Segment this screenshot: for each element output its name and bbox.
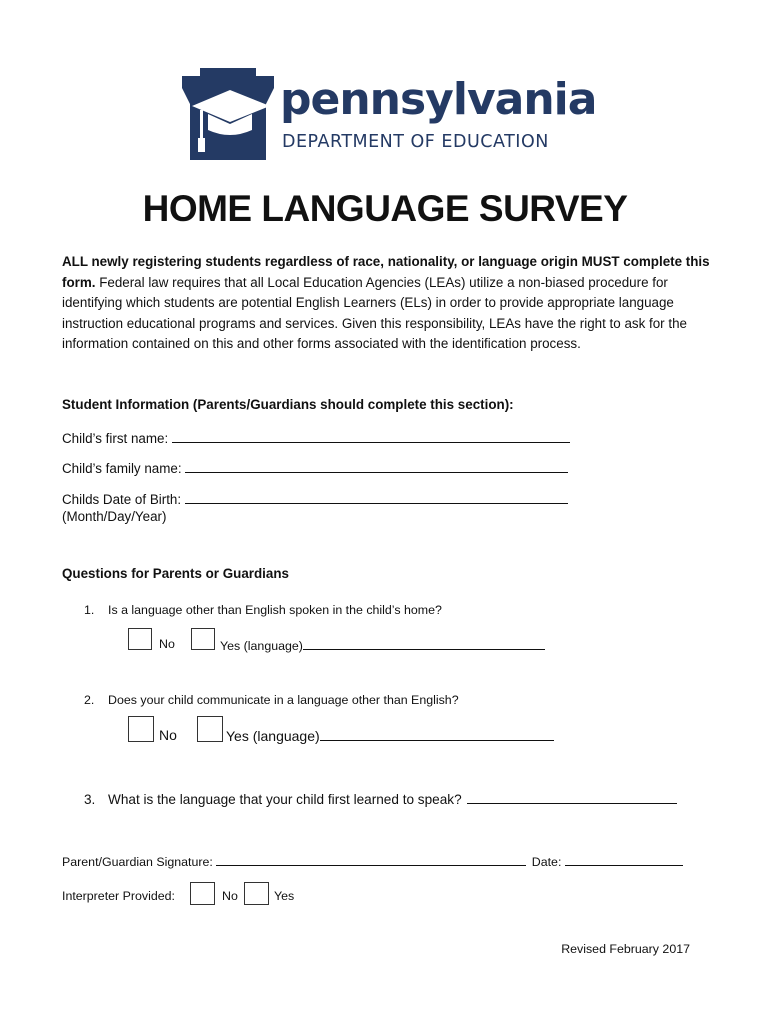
q3-language-input[interactable]: [467, 789, 677, 804]
first-name-input[interactable]: [172, 428, 570, 443]
pde-logo: [178, 66, 597, 166]
dob-label: Childs Date of Birth:: [62, 492, 182, 507]
signature-input[interactable]: [216, 853, 526, 866]
question-3-number: 3.: [84, 792, 96, 807]
logo-subtitle: DEPARTMENT OF EDUCATION: [282, 132, 549, 152]
intro-bold: ALL newly registering students regardless of race, nationality, or language origin MUST complete this form.: [62, 254, 710, 290]
intro-rest: Federal law requires that all Local Education Agencies (LEAs) utilize a non-biased procedure for identifying which students are potential English Learners (ELs) in order to provide appropriate language instruction educational programs and services. Given this responsibility, LEAs have the right to ask for the information contained on this and other forms associated with the identification process.: [62, 274, 687, 352]
q1-yes-label: Yes (language): [220, 639, 303, 653]
question-1-text: Is a language other than English spoken in the child’s home?: [108, 603, 442, 617]
keystone-graduation-cap-icon: [178, 66, 278, 162]
q1-no-label: No: [159, 637, 175, 651]
q2-no-label: No: [159, 727, 177, 743]
intro-paragraph: [62, 252, 722, 355]
questions-heading: Questions for Parents or Guardians: [62, 566, 289, 581]
interpreter-no-label: No: [222, 889, 238, 903]
dob-field: [62, 489, 568, 507]
question-2-number: 2.: [84, 693, 95, 707]
first-name-field: [62, 428, 570, 446]
q2-language-input[interactable]: [320, 727, 554, 741]
question-2-text: Does your child communicate in a language other than English?: [108, 693, 459, 707]
q2-yes-option: [226, 727, 554, 744]
q1-no-checkbox[interactable]: [128, 628, 152, 650]
question-1-number: 1.: [84, 603, 95, 617]
q1-yes-checkbox[interactable]: [191, 628, 215, 650]
dob-input[interactable]: [185, 489, 568, 504]
q1-language-input[interactable]: [303, 637, 545, 650]
q2-no-checkbox[interactable]: [128, 716, 154, 742]
interpreter-yes-checkbox[interactable]: [244, 882, 269, 905]
interpreter-no-checkbox[interactable]: [190, 882, 215, 905]
question-3-text: What is the language that your child first learned to speak?: [108, 792, 462, 807]
page-title: HOME LANGUAGE SURVEY: [142, 188, 628, 229]
interpreter-label: Interpreter Provided:: [62, 889, 175, 903]
revised-date: Revised February 2017: [561, 942, 690, 956]
family-name-label: Child’s family name:: [62, 461, 182, 476]
signature-field: [62, 853, 683, 869]
first-name-label: Child’s first name:: [62, 431, 169, 446]
question-2: [84, 693, 459, 707]
q1-yes-option: [220, 637, 545, 653]
logo-wordmark: pennsylvania: [280, 74, 597, 125]
interpreter-yes-label: Yes: [274, 889, 295, 903]
q2-yes-label: Yes (language): [226, 728, 320, 744]
student-info-heading: Student Information (Parents/Guardians should complete this section):: [62, 397, 514, 412]
q2-yes-checkbox[interactable]: [197, 716, 223, 742]
date-label: Date:: [531, 855, 562, 869]
question-3: [84, 789, 677, 807]
date-input[interactable]: [565, 853, 683, 866]
question-1: [84, 603, 442, 617]
family-name-field: [62, 458, 568, 476]
signature-label: Parent/Guardian Signature:: [62, 855, 213, 869]
dob-hint: (Month/Day/Year): [62, 509, 167, 524]
family-name-input[interactable]: [185, 458, 568, 473]
